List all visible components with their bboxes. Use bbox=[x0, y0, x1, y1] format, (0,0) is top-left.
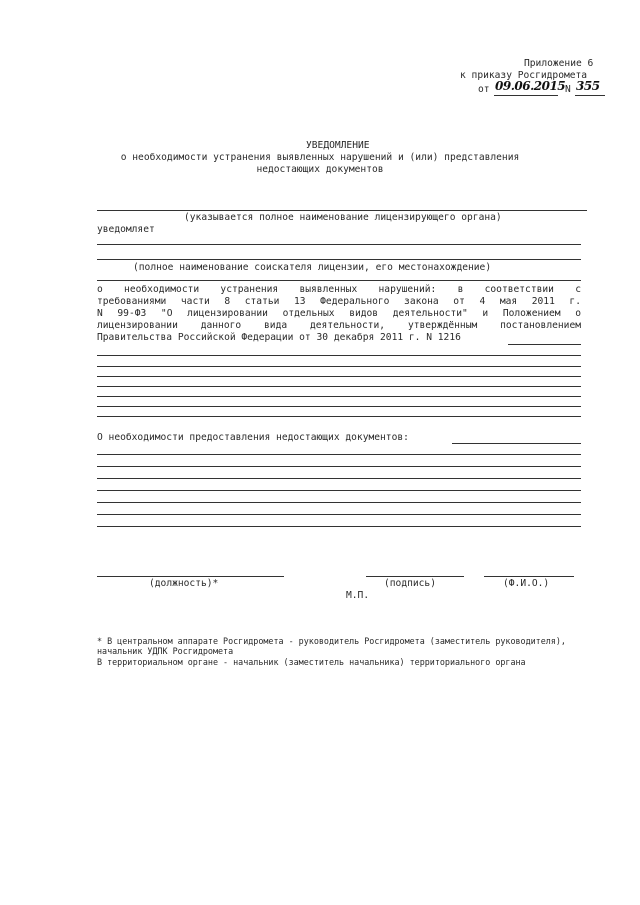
missing-docs-line bbox=[97, 466, 581, 467]
violations-line bbox=[97, 406, 581, 407]
date-underline bbox=[494, 95, 558, 96]
title-line-2: недостающих документов bbox=[256, 164, 384, 175]
signature-line bbox=[366, 576, 464, 577]
title-line-1: о необходимости устранения выявленных нарушений и (или) представления bbox=[120, 152, 520, 163]
body-line-5: Правительства Российской Федерации от 30 декабря 2011 г. N 1216 bbox=[97, 332, 461, 343]
body-line-2: требованиями части 8 статьи 13 Федерального закона от 4 мая 2011 г. bbox=[97, 296, 581, 307]
handwritten-number: 355 bbox=[576, 79, 600, 93]
signature-caption: (подпись) bbox=[384, 578, 436, 589]
missing-docs-blank bbox=[452, 443, 581, 444]
missing-docs-line bbox=[97, 514, 581, 515]
missing-docs-line bbox=[97, 490, 581, 491]
number-underline bbox=[575, 95, 605, 96]
missing-docs-line bbox=[97, 478, 581, 479]
number-prefix: N bbox=[565, 84, 571, 95]
violations-line bbox=[97, 355, 581, 356]
violations-line bbox=[97, 376, 581, 377]
applicant-line-3 bbox=[97, 280, 581, 281]
order-reference: к приказу Росгидромета bbox=[460, 70, 588, 81]
violations-line bbox=[97, 366, 581, 367]
notifies-label: уведомляет bbox=[97, 224, 155, 235]
applicant-line-2 bbox=[97, 259, 581, 260]
document-title: УВЕДОМЛЕНИЕ bbox=[306, 140, 370, 151]
date-prefix: от bbox=[478, 84, 490, 95]
body-line-3: N 99-ФЗ "О лицензировании отдельных видов деятельности" и Положением о bbox=[97, 308, 581, 319]
footnote-line-1: * В центральном аппарате Росгидромета - руководитель Росгидромета (заместитель руководителя), bbox=[97, 636, 566, 646]
footnote-line-2: начальник УДПК Росгидромета bbox=[97, 646, 234, 656]
handwritten-date: 09.06.2015 bbox=[495, 79, 566, 93]
name-caption: (Ф.И.О.) bbox=[503, 578, 550, 589]
applicant-line-1 bbox=[97, 244, 581, 245]
body-line-1: о необходимости устранения выявленных нарушений: в соответствии с bbox=[97, 284, 581, 295]
position-caption: (должность)* bbox=[149, 578, 219, 589]
violations-line bbox=[97, 416, 581, 417]
body-line-4: лицензировании данного вида деятельности, утверждённым постановлением bbox=[97, 320, 581, 331]
footnote-line-3: В территориальном органе - начальник (заместитель начальника) территориального органа bbox=[97, 657, 526, 667]
appendix-label: Приложение 6 bbox=[524, 58, 594, 69]
stamp-label: М.П. bbox=[346, 590, 370, 601]
missing-docs-line bbox=[97, 502, 581, 503]
missing-docs-line bbox=[97, 526, 581, 527]
position-line bbox=[97, 576, 284, 577]
violations-line bbox=[97, 396, 581, 397]
authority-field-line bbox=[97, 210, 587, 211]
missing-docs-label: О необходимости предоставления недостающих документов: bbox=[97, 432, 409, 443]
name-line bbox=[484, 576, 574, 577]
authority-caption: (указывается полное наименование лицензирующего органа) bbox=[184, 212, 502, 223]
applicant-caption: (полное наименование соискателя лицензии, его местонахождение) bbox=[133, 262, 492, 273]
violations-line bbox=[97, 386, 581, 387]
missing-docs-line bbox=[97, 454, 581, 455]
body-line-5-blank bbox=[508, 344, 581, 345]
